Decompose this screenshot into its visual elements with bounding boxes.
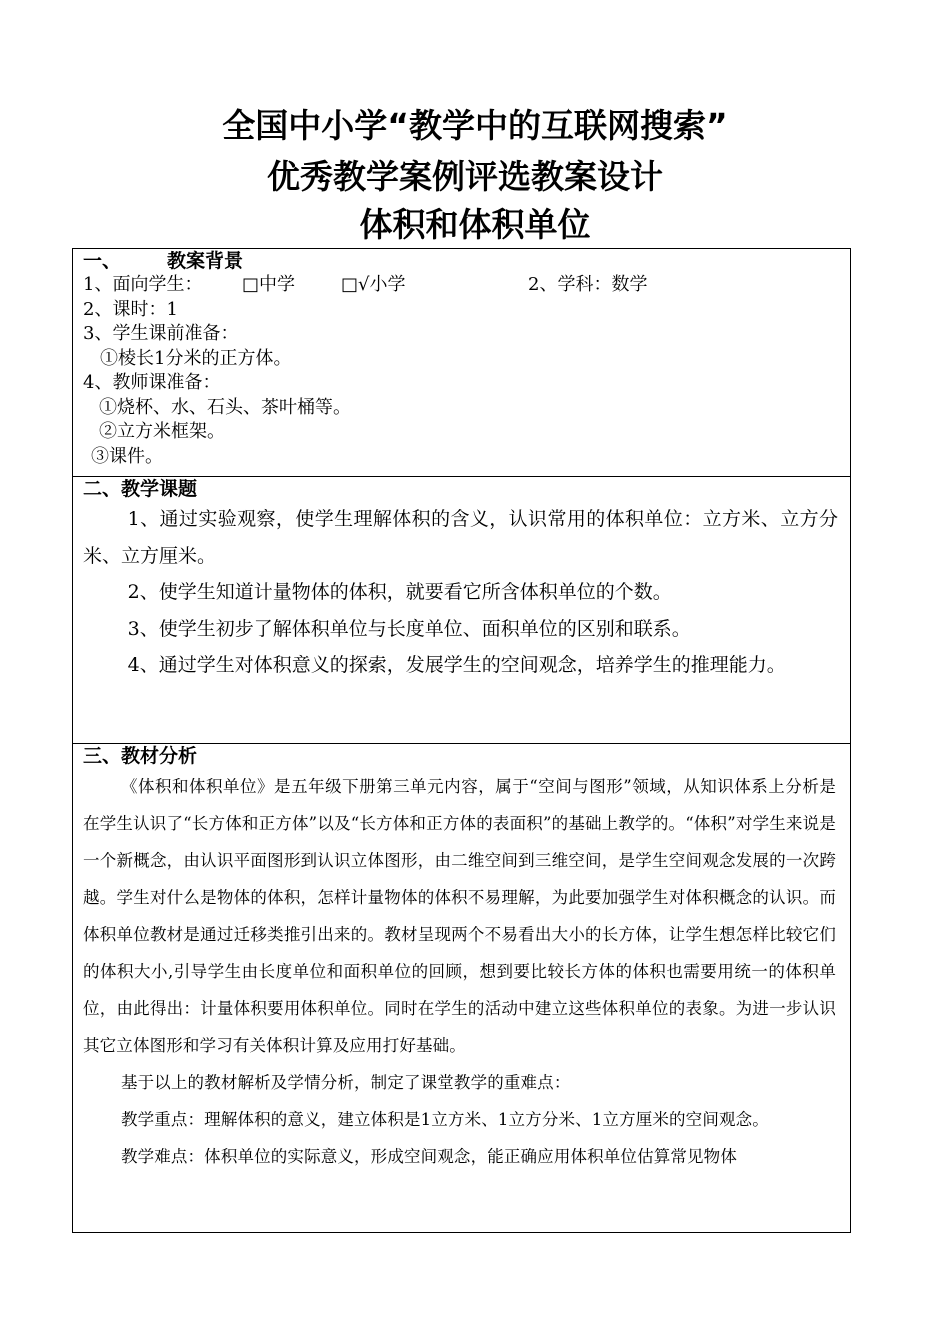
audience-row [83, 273, 850, 298]
option-primary-school: □√小学 [341, 274, 406, 295]
analysis-paragraph: 《体积和体积单位》是五年级下册第三单元内容，属于“空间与图形”领域，从知识体系上分析是在学生认识了“长方体和正方体”以及“长方体和正方体的表面积”的基础上教学的。“体积”对学生来说是一个新概念，由认识平面图形到认识立体图形，由二维空间到三维空间，是学生空间观念发展的一次跨越。学生对什么是物体的体积，怎样计量物体的体积不易理解，为此要加强学生对体积概念的认识。而体积单位教材是通过迁移类推引出来的。教材呈现两个不易看出大小的长方体，让学生想怎样比较它们的体积大小,引导学生由长度单位和面积单位的回顾，想到要比较长方体的体积也需要用统一的体积单位，由此得出：计量体积要用体积单位。同时在学生的活动中建立这些体积单位的表象。为进一步认识其它立体图形和学习有关体积计算及应用打好基础。 [83, 777, 836, 1055]
section-heading-background [73, 249, 850, 273]
lessons-row: 2、课时：1 [83, 298, 178, 320]
audience-label: 1、面向学生： [83, 274, 203, 295]
topic-item: 2、使学生知道计量物体的体积，就要看它所含体积单位的个数。 [127, 581, 672, 603]
section-heading-topics: 二、教学课题 [83, 478, 198, 500]
student-prep-label: 3、学生课前准备： [83, 323, 239, 344]
document-title-line-3: 体积和体积单位 [359, 205, 591, 244]
section-background [73, 249, 850, 476]
teacher-prep-item: ②立方米框架。 [99, 421, 225, 442]
teacher-prep-label: 4、教师课准备： [83, 372, 221, 393]
subject-text: 2、学科：数学 [528, 274, 648, 295]
student-prep-item: ①棱长1分米的正方体。 [100, 347, 292, 369]
heading-text: 教案背景 [167, 250, 244, 272]
section-material-analysis [73, 743, 850, 1233]
teacher-prep-item: ③课件。 [91, 445, 163, 467]
topic-item: 1、通过实验观察，使学生理解体积的含义，认识常用的体积单位：立方米、立方分米、立方厘米。 [83, 508, 838, 567]
topic-item: 4、通过学生对体积意义的探索，发展学生的空间观念，培养学生的推理能力。 [127, 654, 786, 676]
option-middle-school: □中学 [242, 274, 296, 295]
section-teaching-topics [73, 476, 850, 743]
document-title-line-1: 全国中小学“教学中的互联网搜索” [222, 106, 728, 145]
document-title-line-2: 优秀教学案例评选教案设计 [267, 157, 663, 196]
lesson-plan-table [72, 248, 851, 1233]
key-point-paragraph: 教学重点：理解体积的意义，建立体积是1立方米、1立方分米、1立方厘米的空间观念。 [120, 1110, 769, 1129]
section-heading-analysis: 三、教材分析 [83, 745, 198, 767]
teacher-prep-item: ①烧杯、水、石头、茶叶桶等。 [99, 396, 351, 418]
topic-item: 3、使学生初步了解体积单位与长度单位、面积单位的区别和联系。 [127, 617, 691, 640]
heading-number: 一、 [83, 250, 122, 272]
difficulty-paragraph: 教学难点：体积单位的实际意义，形成空间观念，能正确应用体积单位估算常见物体 [120, 1147, 737, 1166]
analysis-paragraph: 基于以上的教材解析及学情分析，制定了课堂教学的重难点： [120, 1073, 571, 1092]
